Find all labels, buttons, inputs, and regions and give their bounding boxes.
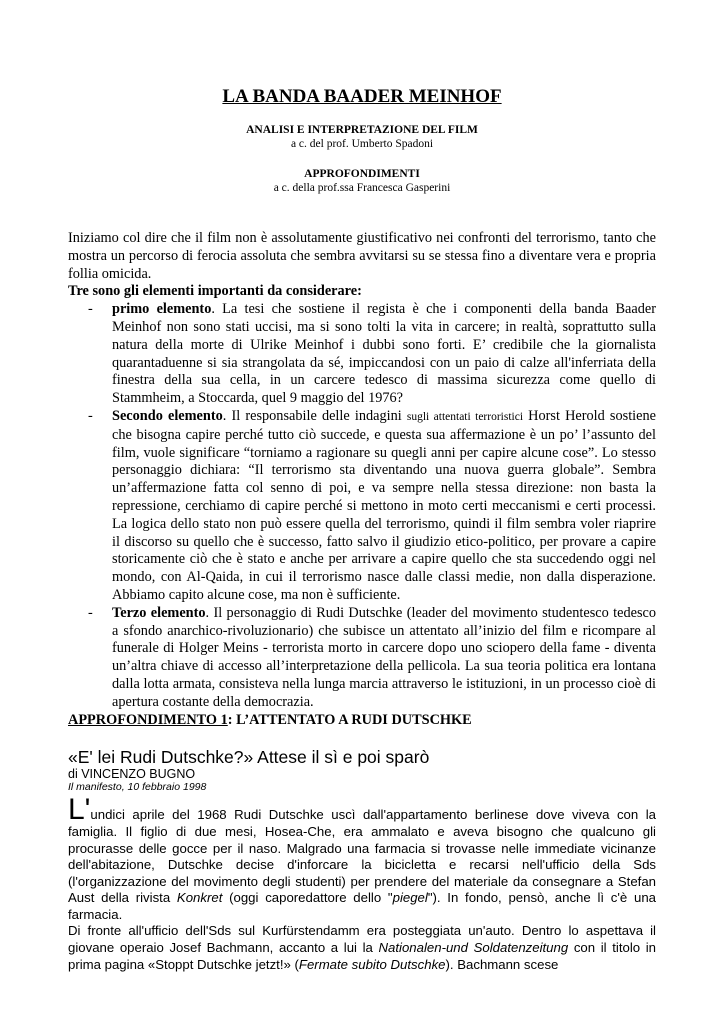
- article-paragraph: [68, 793, 656, 923]
- article-text: con il titolo in prima pagina «Stoppt Dutschke jetzt!» (: [68, 940, 656, 972]
- article-text: ). Bachmann scese: [445, 956, 559, 972]
- article-title: «E' lei Rudi Dutschke?» Attese il sì e poi sparò: [68, 747, 430, 768]
- article-italic: piegel: [392, 890, 428, 906]
- intro-paragraph: Iniziamo col dire che il film non è assolutamente giustificativo nei confronti del terrorismo, tanto che mostra un percorso di ferocia assoluta che sembra avvitarsi su se stessa fino a diventare vera e propria follia omicida.: [68, 230, 656, 282]
- insights-author: a c. della prof.ssa Francesca Gasperini: [273, 182, 451, 194]
- elements-heading: Tre sono gli elementi importanti da considerare:: [68, 283, 362, 300]
- element-label: Secondo elemento: [112, 407, 223, 424]
- element-text: . La tesi che sostiene il regista è che i componenti della banda Baader Meinhof non sono stati uccisi, ma si sono tolti la vita in carcere; in realtà, soprattutto sulla natura della morte di Ulrike Meinhof i dubbi sono forti. E’ credibile che la giornalista quarantaduenne si sia strangolata da sé, impiccandosi con un paio di calze all'inferriata della finestra della sua cella, in un carcere tedesco di massima sicurezza come quello di Stammheim, a Stoccarda, quel 9 maggio del 1976?: [112, 301, 657, 407]
- elements-list: [68, 301, 656, 711]
- main-content: [68, 230, 656, 973]
- article-text: (oggi caporedattore dello ": [222, 890, 393, 906]
- article-text: undici aprile del 1968 Rudi Dutschke uscì dall'appartamento berlinese dove viveva con la famiglia. Il figlio di due mesi, Hosea-Che, era ammalato e aveva bisogno che qualcuno gli procurasse delle gocce per il naso. Malgrado una farmacia si trovasse nelle immediate vicinanze dell'abitazione, Dutschke decise d'inforcare la bicicletta e recarsi nell'ufficio della Sds (l'organizzazione del movimento degli studenti) per prendere del materiale da consegnare a Stefan Aust della rivista: [68, 807, 656, 906]
- analysis-title: ANALISI E INTERPRETAZIONE DEL FILM: [246, 124, 478, 136]
- list-item-terzo: [88, 604, 656, 712]
- page-title: LA BANDA BAADER MEINHOF: [222, 86, 502, 107]
- article-text: "). In fondo, pensò, anche lì c'è una farmacia.: [68, 890, 656, 922]
- article-body: [68, 793, 656, 973]
- article-italic: Nationalen-und Soldatenzeitung: [378, 940, 569, 956]
- element-label: Terzo elemento: [112, 604, 206, 621]
- list-dash: -: [88, 407, 93, 424]
- article-byline: di VINCENZO BUGNO: [68, 767, 196, 782]
- element-label: primo elemento: [112, 301, 212, 318]
- list-item-primo: [88, 301, 657, 408]
- approfondimento-heading: [68, 712, 656, 730]
- list-dash: -: [88, 301, 93, 318]
- article-paragraph: [68, 923, 656, 973]
- drop-cap: L': [68, 793, 91, 827]
- element-text: . Il responsabile delle indagini: [222, 407, 407, 424]
- article-italic: Fermate subito Dutschke: [298, 956, 446, 972]
- element-text: Horst Herold sostiene che bisogna capire perché tutto ciò succede, e questa sua affermazione è un po’ l’assunto del film, vuole significare “torniamo a ragionare su quegli anni per capire alcune cose”. Lo stesso personaggio dichiara: “Il terrorismo sta diventando una nuova guerra globale”. Sembra un’affermazione fatta col senno di poi, e va sempre nella stessa direzione: non basta la repressione, cerchiamo di capire perché si mettono in moto certi meccanismi e certi processi. La logica dello stato non può essere quella del terrorismo, quindi il film sembra voler riaprire il discorso su quello che è successo, fatto salvo il giudizio etico-politico, per provare a capire storicamente ciò che è stato e anche per arrivare a capire quello che sta succedendo oggi nel mondo, con Al-Qaida, in cui il terrorismo nasce dalle classi medie, non dalla disperazione. Abbiamo capito alcune cose, ma non è sufficiente.: [112, 407, 656, 603]
- article-italic: Konkret: [176, 890, 223, 906]
- article-source: Il manifesto, 10 febbraio 1998: [68, 781, 207, 794]
- element-text: . Il personaggio di Rudi Dutschke (leader del movimento studentesco tedesco a sfondo anarchico-rivoluzionario) che subisce un attentato all’inizio del film e ricompare al funerale di Holger Meins - terrorista morto in carcere dopo uno sciopero della fame - diventa un’altra chiave di accesso all’interpretazione della pellicola. La sua teoria politica era lontana dalla lotta armata, consisteva nella lunga marcia attraverso le istituzioni, in un processo cioè di apertura costante della democrazia.: [112, 604, 656, 710]
- insights-title: APPROFONDIMENTI: [304, 168, 420, 180]
- approfondimento-label: APPROFONDIMENTO 1: [68, 711, 228, 728]
- element-text-small: sugli attentati terroristici: [406, 410, 524, 423]
- analysis-author: a c. del prof. Umberto Spadoni: [290, 138, 434, 150]
- article-text: Di fronte all'ufficio dell'Sds sul Kurfürstendamm era posteggiata un'auto. Dentro lo aspettava il giovane operaio Josef Bachmann, accanto a lui la: [68, 923, 656, 956]
- list-item-secondo: [88, 407, 656, 605]
- list-dash: -: [88, 604, 93, 621]
- approfondimento-rest: : L’ATTENTATO A RUDI DUTSCHKE: [227, 711, 472, 728]
